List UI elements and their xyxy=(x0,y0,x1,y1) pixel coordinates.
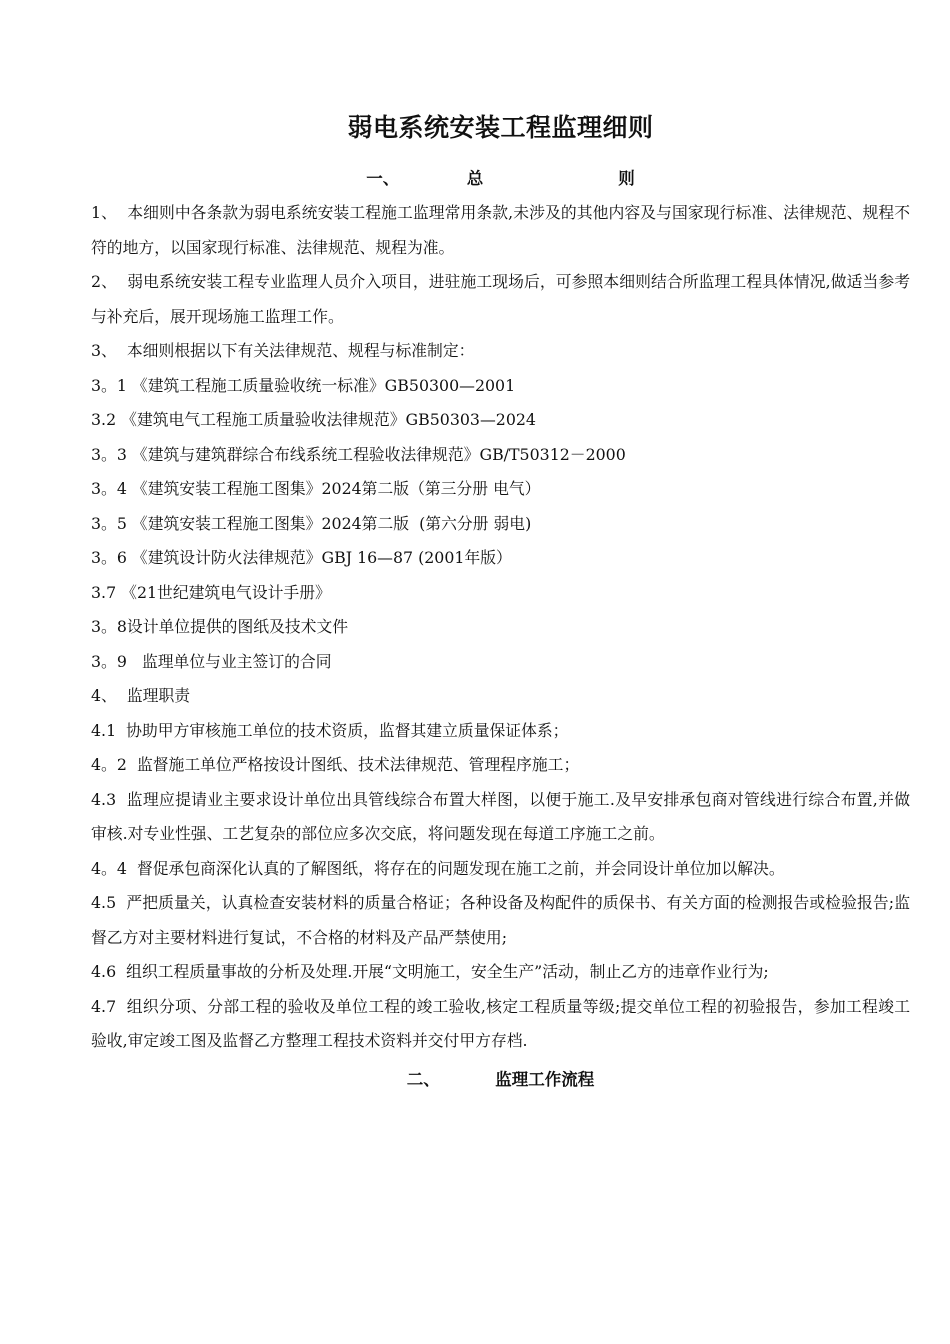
paragraph: 4。4 督促承包商深化认真的了解图纸，将存在的问题发现在施工之前，并会同设计单位加以解决。 xyxy=(91,858,785,878)
paragraph-list xyxy=(91,196,910,1059)
paragraph: 3。4 《建筑安装工程施工图集》2024第二版（第三分册 电气） xyxy=(91,479,541,498)
paragraph: 4.3 监理应提请业主要求设计单位出具管线综合布置大样图，以便于施工.及早安排承包商对管线进行综合布置,并做审核.对专业性强、工艺复杂的部位应多次交底，将问题发现在每道工序施工之前。 xyxy=(91,789,910,843)
paragraph: 3.7 《21世纪建筑电气设计手册》 xyxy=(91,582,331,602)
paragraph: 4.5 严把质量关，认真检查安装材料的质量合格证；各种设备及构配件的质保书、有关方面的检测报告或检验报告;监督乙方对主要材料进行复试，不合格的材料及产品严禁使用; xyxy=(91,893,910,947)
paragraph: 3、 本细则根据以下有关法律规范、规程与标准制定： xyxy=(91,341,475,360)
paragraph: 3。6 《建筑设计防火法律规范》GBJ 16—87 (2001年版） xyxy=(91,548,512,567)
paragraph: 4、 监理职责 xyxy=(91,686,191,705)
paragraph: 3。1 《建筑工程施工质量验收统一标准》GB50300—2001 xyxy=(91,375,516,395)
paragraph: 3。9 监理单位与业主签订的合同 xyxy=(91,651,332,671)
section-heading-workflow: 二、 监理工作流程 xyxy=(406,1069,595,1089)
paragraph: 4。2 监督施工单位严格按设计图纸、技术法律规范、管理程序施工； xyxy=(91,755,580,774)
paragraph: 3。8设计单位提供的图纸及技术文件 xyxy=(91,617,349,636)
document-title: 弱电系统安装工程监理细则 xyxy=(347,113,654,142)
paragraph: 1、 本细则中各条款为弱电系统安装工程施工监理常用条款,未涉及的其他内容及与国家现行标准、法律规范、规程不符的地方，以国家现行标准、法律规范、规程为准。 xyxy=(91,203,910,257)
paragraph: 2、 弱电系统安装工程专业监理人员介入项目，进驻施工现场后，可参照本细则结合所监理工程具体情况,做适当参考与补充后，展开现场施工监理工作。 xyxy=(91,272,910,326)
paragraph: 3。3 《建筑与建筑群综合布线系统工程验收法律规范》GB/T50312－2000 xyxy=(91,444,626,464)
paragraph: 3.2 《建筑电气工程施工质量验收法律规范》GB50303—2024 xyxy=(91,410,536,429)
paragraph: 4.1 协助甲方审核施工单位的技术资质，监督其建立质量保证体系； xyxy=(91,720,569,740)
section-heading-general: 一、 总 则 xyxy=(366,169,635,188)
paragraph: 4.6 组织工程质量事故的分析及处理.开展“文明施工，安全生产”活动，制止乙方的违章作业行为; xyxy=(91,962,769,981)
paragraph: 3。5 《建筑安装工程施工图集》2024第二版 (第六分册 弱电) xyxy=(91,513,532,533)
paragraph: 4.7 组织分项、分部工程的验收及单位工程的竣工验收,核定工程质量等级;提交单位工程的初验报告，参加工程竣工验收,审定竣工图及监督乙方整理工程技术资料并交付甲方存档. xyxy=(91,996,910,1050)
